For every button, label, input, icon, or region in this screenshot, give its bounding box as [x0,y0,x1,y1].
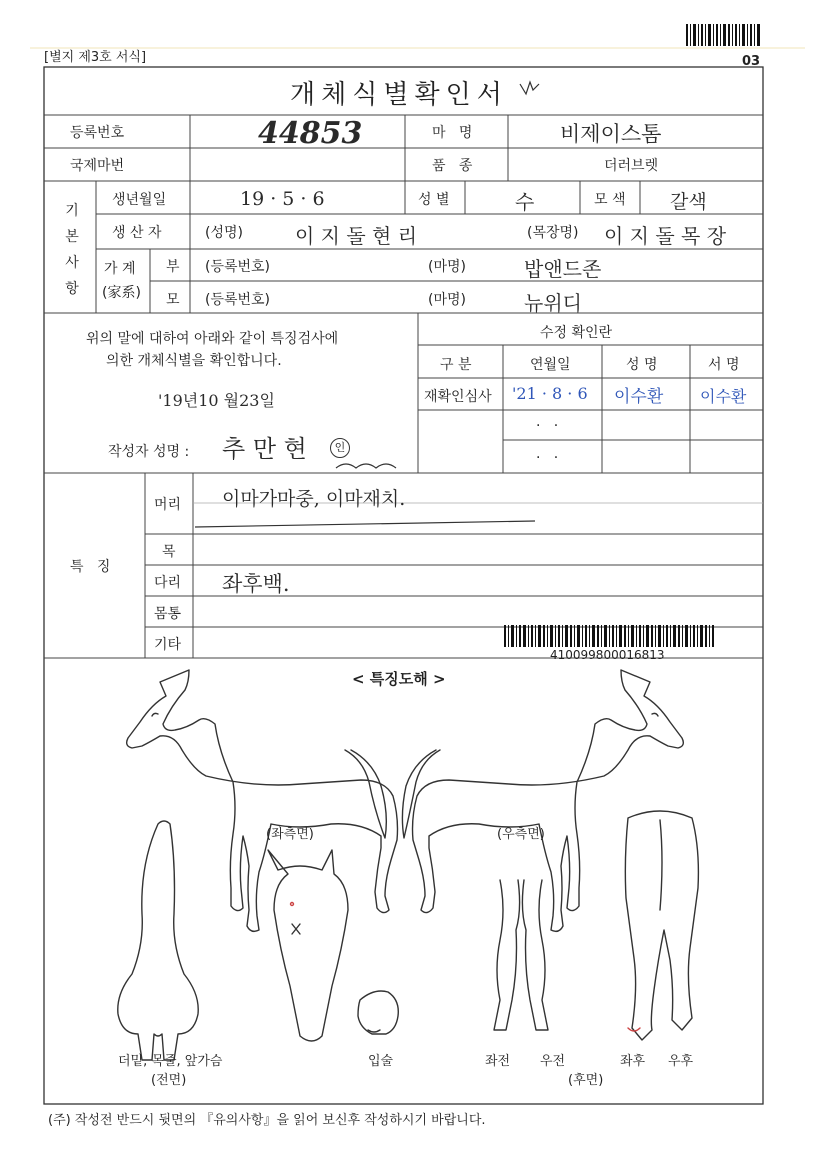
page-number: 03 [742,54,761,69]
reg-no-value: 44853 [258,116,363,151]
dam-reg-label: (등록번호) [205,292,271,308]
sex-label: 성 별 [418,192,450,208]
feature-head-value: 이마가마중, 이마재치. [222,488,406,510]
feature-legs-value: 좌후백. [222,572,290,596]
feature-neck-label: 목 [162,544,176,560]
feature-head-label: 머리 [154,497,182,513]
statement-line-2: 의한 개체식별을 확인합니다. [106,353,282,369]
amend-row-sign: 이수환 [700,387,747,406]
amend-row-name: 이수환 [614,387,664,407]
reg-no-label: 등록번호 [70,125,125,141]
breed-label: 품 종 [432,158,473,174]
horse-name-label: 마 명 [432,125,473,141]
amend-row-date: '21 · 8 · 6 [512,384,588,403]
horse-rear-icon [625,811,698,1040]
writer-seal: 인 [330,438,350,458]
diagram-front-parts: 더밑, 목줄, 앞가슴 [118,1054,223,1069]
horse-left-side-icon [127,670,398,931]
intl-no-label: 국제마번 [70,158,125,174]
horse-right-side-icon [402,670,683,931]
horse-name-value: 비제이스톰 [560,122,662,146]
diagram-left-side: (좌측면) [266,827,314,842]
statement-line-1: 위의 말에 대하여 아래와 같이 특징검사에 [86,331,339,347]
page-title: 개체식별확인서 [290,80,508,110]
sire-reg-label: (등록번호) [205,259,271,275]
top-barcode [686,24,760,46]
barcode-number: 410099800016813 [550,648,665,662]
diagram-right-side: (우측면) [497,827,545,842]
farm-value: 이 지 돌 목 장 [604,224,727,248]
amend-col-date: 연월일 [530,357,571,373]
diagram-front: (전면) [151,1073,187,1088]
farm-label: (목장명) [527,225,579,241]
feature-body-label: 몸통 [154,606,182,622]
basic-section-label: 기본사항 [65,203,79,297]
feature-barcode [504,625,714,647]
birth-value: 19 · 5 · 6 [240,188,325,210]
breeder-name-value: 이 지 돌 현 리 [295,224,418,248]
diagram-rear: (후면) [568,1073,604,1088]
sex-value: 수 [515,190,535,214]
breeder-name-label: (성명) [205,225,243,241]
color-label: 모 색 [594,192,626,208]
dam-name-label: (마명) [428,292,466,308]
sire-name-value: 밥앤드존 [524,257,602,281]
amend-blank-date-2: · · [536,450,559,466]
color-value: 갈색 [670,191,707,213]
sire-name-label: (마명) [428,259,466,275]
horse-diagrams [118,670,699,1060]
amend-title: 수정 확인란 [540,325,613,341]
birth-label: 생년월일 [112,192,167,208]
diagram-title: < 특징도해 > [352,670,446,688]
breed-value: 더러브렛 [604,158,659,174]
lineage-label: 가 계 [104,261,136,277]
footer-note: (주) 작성전 반드시 뒷면의 『유의사항』을 읽어 보신후 작성하시기 바랍니다. [48,1113,486,1128]
diagram-hind-left: 좌후 [620,1054,646,1069]
diagram-front-right: 우전 [540,1054,566,1069]
form-tag: [별지 제3호 서식] [44,50,147,65]
horse-lips-icon [358,991,398,1034]
amend-col-sign: 서 명 [708,357,740,373]
amend-col-type: 구 분 [440,357,472,373]
writer-label: 작성자 성명 : [108,444,190,460]
horse-head-front-icon [268,850,348,1041]
diagram-front-left: 좌전 [485,1054,511,1069]
horse-front-legs-icon [494,880,548,1030]
writer-name: 추 만 현 [222,435,307,463]
feature-other-label: 기타 [154,637,182,653]
horse-front-chest-icon [118,821,198,1060]
amend-blank-date-1: · · [536,418,559,434]
amend-col-name: 성 명 [626,357,658,373]
breeder-label: 생 산 자 [112,225,162,241]
lineage-sub-label: (家系) [102,285,141,301]
confirm-date: '19년10 월23일 [158,391,275,410]
diagram-lips: 입술 [368,1054,394,1069]
feature-legs-label: 다리 [154,575,182,591]
dam-label: 모 [166,292,180,308]
sire-label: 부 [166,259,180,275]
dam-name-value: 뉴위디 [524,291,582,315]
diagram-hind-right: 우후 [668,1054,694,1069]
amend-row-type: 재확인심사 [424,389,492,405]
features-section-label: 특 징 [70,559,111,575]
